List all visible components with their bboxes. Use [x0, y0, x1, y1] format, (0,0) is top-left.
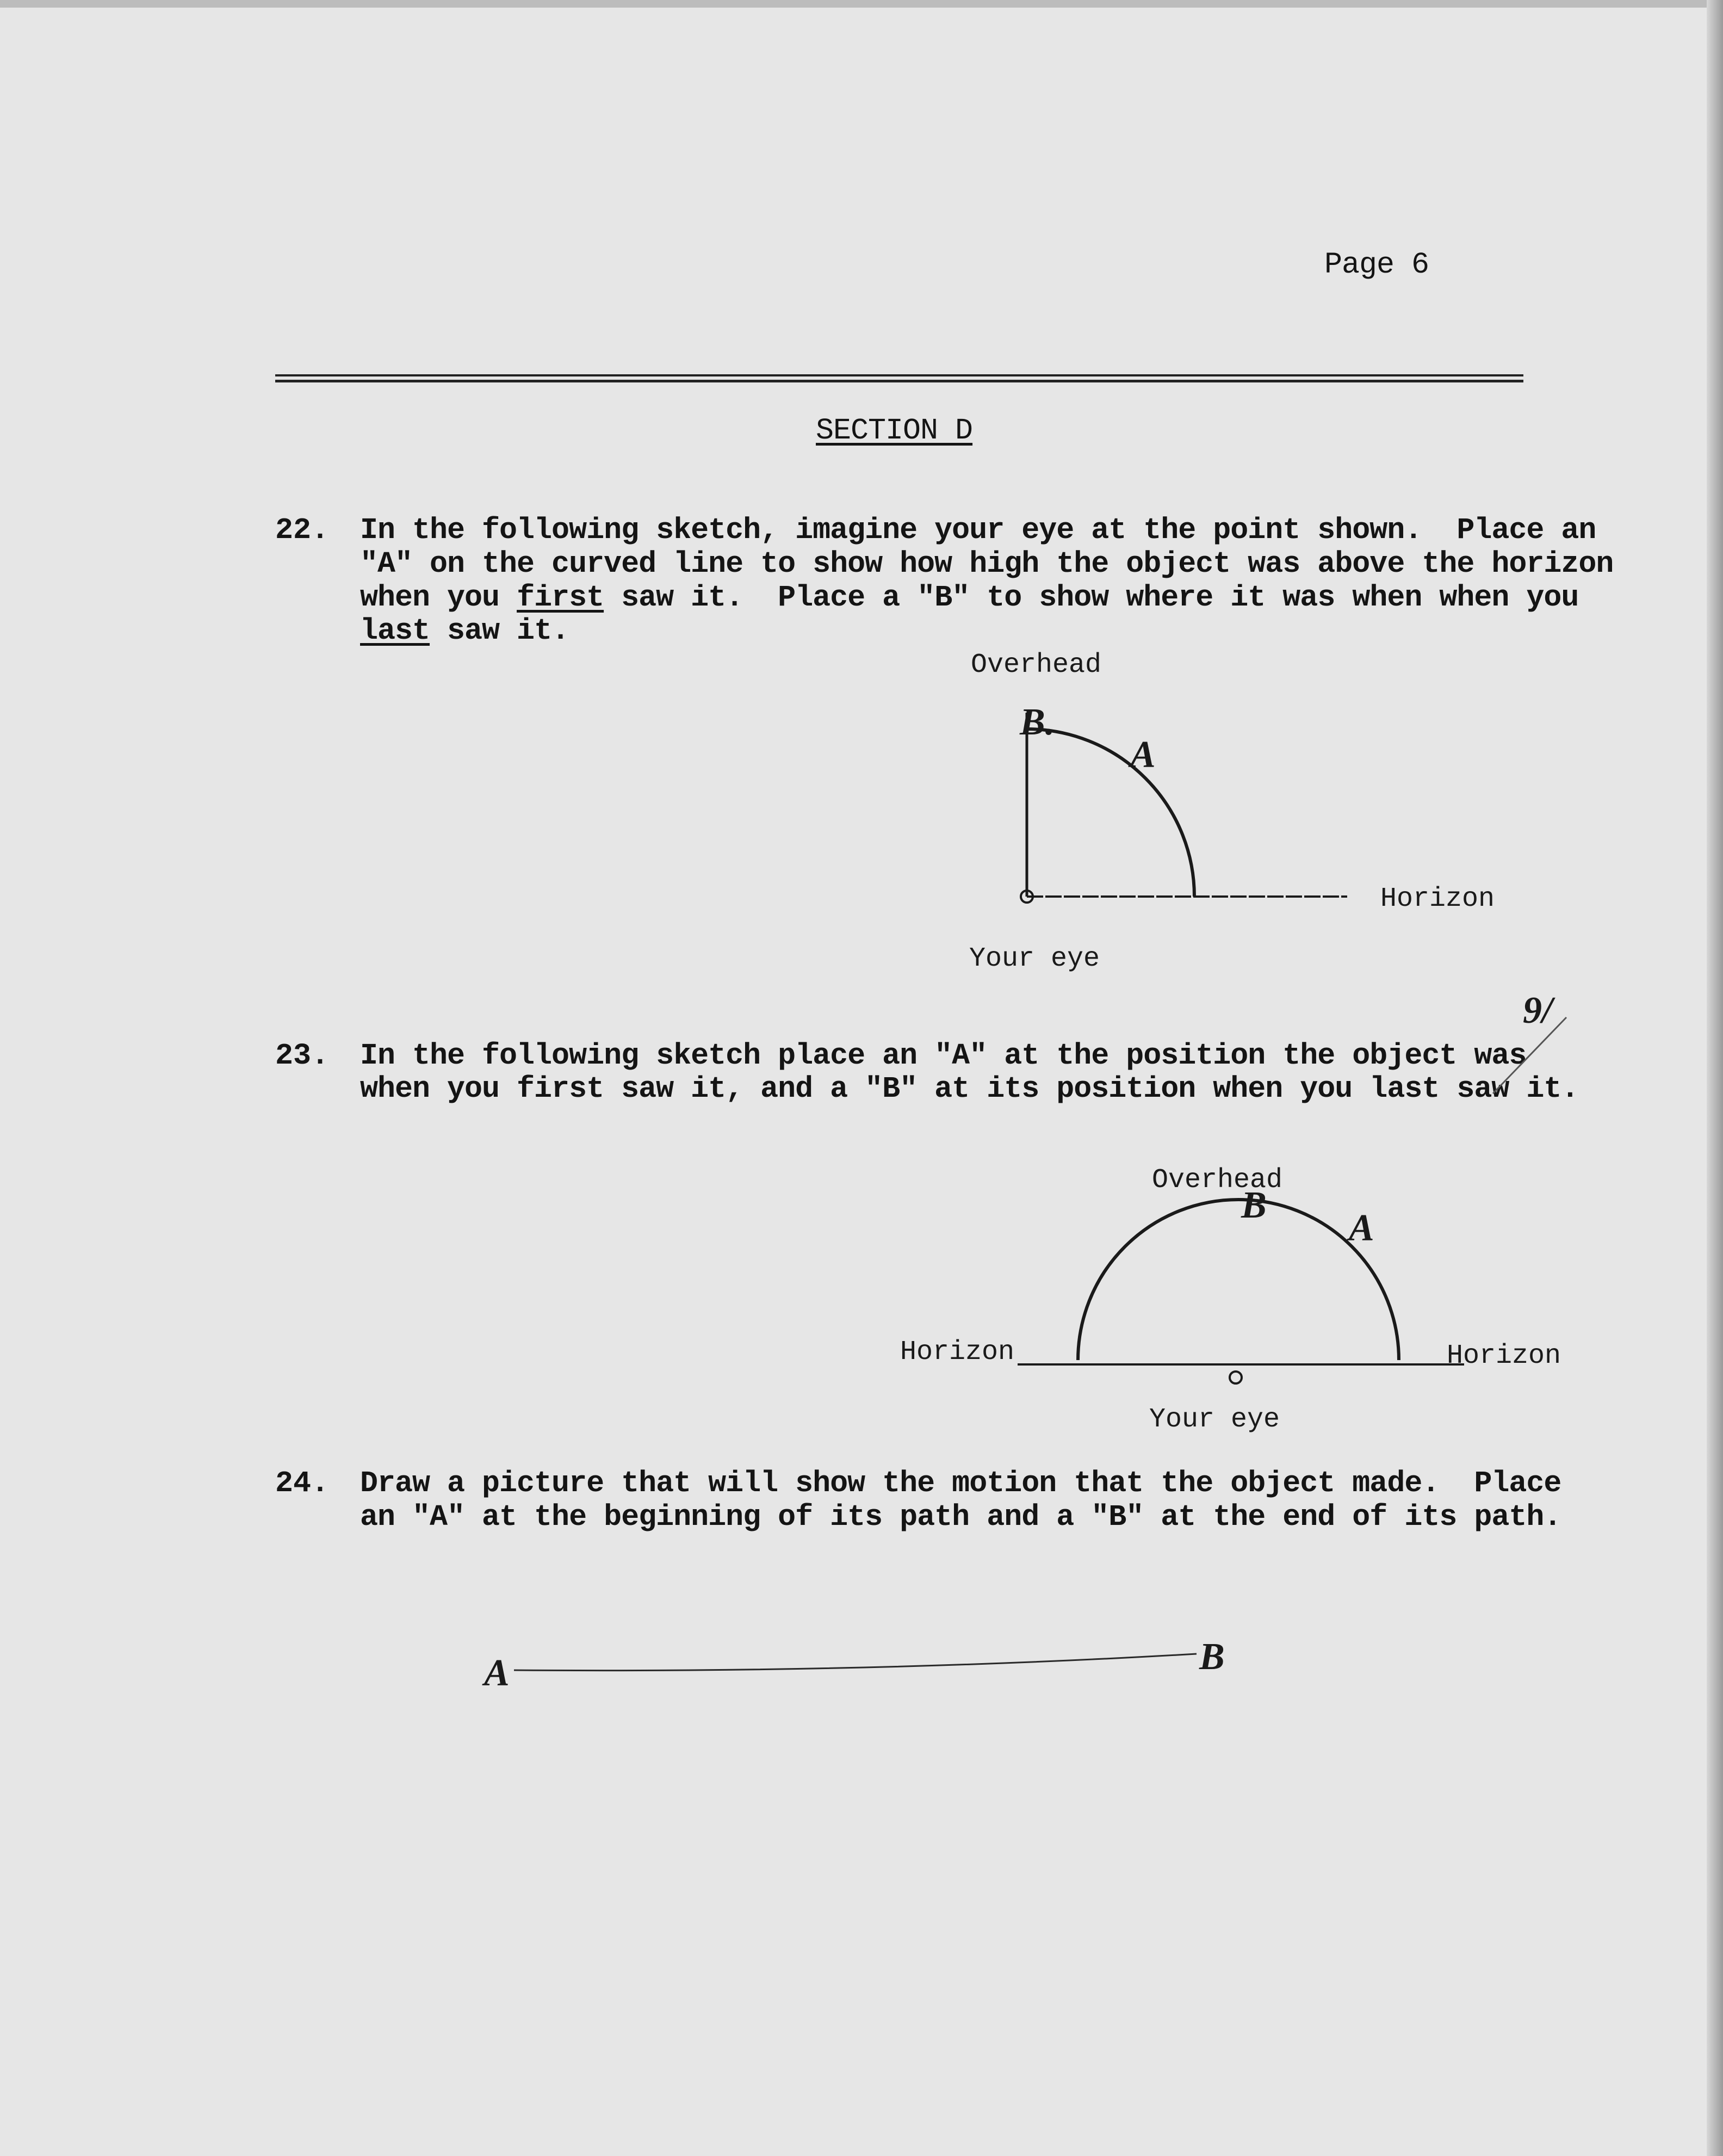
handwritten-answer-b: B.	[1020, 701, 1055, 743]
section-title: SECTION D	[816, 413, 973, 448]
your-eye-label: Your eye	[1149, 1404, 1280, 1435]
path-line	[514, 1654, 1197, 1671]
overhead-label: Overhead	[1152, 1165, 1283, 1196]
handwritten-motion-path	[482, 1636, 1225, 1694]
emphasis-last: last	[360, 614, 430, 648]
question-22-line: "A" on the curved line to show how high the object was above the horizon	[360, 547, 1614, 581]
question-23-line: In the following sketch place an "A" at the position the object was	[360, 1039, 1527, 1073]
horizon-label: Horizon	[1380, 884, 1495, 915]
handwritten-margin-score: 9/	[1523, 990, 1553, 1031]
overhead-label: Overhead	[971, 650, 1102, 681]
question-24-line: Draw a picture that will show the motion that the object made. Place	[360, 1466, 1561, 1500]
horizon-left-label: Horizon	[900, 1337, 1015, 1368]
handwritten-answer-a: A	[1130, 734, 1156, 776]
diagram-semicircle	[900, 1165, 1561, 1435]
question-22-line: In the following sketch, imagine your eye at the point shown. Place an	[360, 513, 1596, 547]
handwritten-answer-b: B	[1241, 1184, 1267, 1226]
sky-arc	[1027, 729, 1194, 897]
handwritten-answer-a: A	[484, 1652, 510, 1694]
text: saw it.	[430, 614, 569, 648]
question-23-number: 23.	[275, 1039, 330, 1073]
eye-point	[1230, 1372, 1242, 1383]
text: saw it. Place a "B" to show where it was when when you	[604, 580, 1579, 615]
page-number: Page 6	[1324, 248, 1429, 282]
horizon-right-label: Horizon	[1447, 1340, 1561, 1372]
question-23-line: when you first saw it, and a "B" at its position when you last saw it.	[360, 1072, 1579, 1106]
question-24-number: 24.	[275, 1466, 330, 1500]
your-eye-label: Your eye	[969, 943, 1100, 974]
question-24-line: an "A" at the beginning of its path and a "B" at the end of its path.	[360, 1500, 1561, 1534]
text: when you	[360, 580, 517, 615]
emphasis-first: first	[517, 580, 604, 615]
diagram-quarter-arc	[969, 650, 1495, 974]
question-22-number: 22.	[275, 513, 330, 547]
handwritten-answer-a: A	[1349, 1207, 1374, 1249]
handwritten-answer-b: B	[1199, 1636, 1225, 1678]
